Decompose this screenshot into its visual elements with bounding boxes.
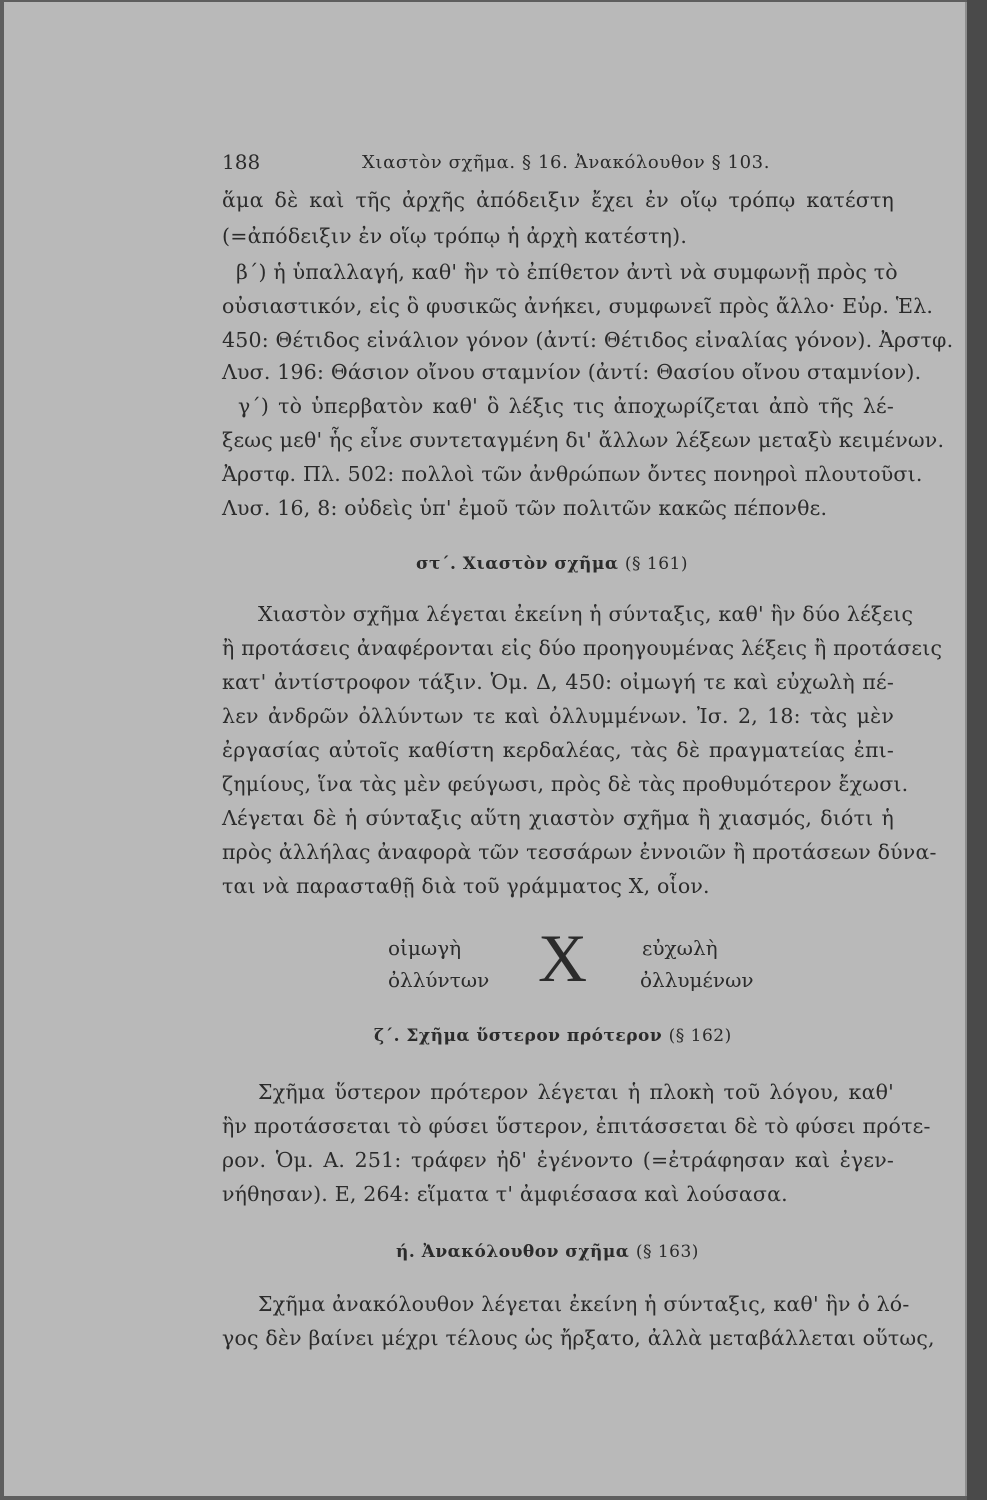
text-line: Λέγεται δὲ ἡ σύνταξις αὕτη χιαστὸν σχῆμα ἢ χιασμός, διότι ἡ <box>222 806 894 830</box>
text-line: Ἀρστφ. Πλ. 502: πολλοὶ τῶν ἀνθρώπων ὄντες πονηροὶ πλουτοῦσι. <box>222 462 923 486</box>
section-heading-hysteron-proteron <box>374 1026 732 1046</box>
section-heading-chiasmus <box>416 554 688 574</box>
text-line: κατ' ἀντίστροφον τάξιν. Ὁμ. Δ, 450: οἰμωγή τε καὶ εὐχωλὴ πέ- <box>222 670 894 694</box>
diagram-word-bottom-right: ὀλλυμένων <box>640 968 754 992</box>
text-line: Σχῆμα ὕστερον πρότερον λέγεται ἡ πλοκὴ τοῦ λόγου, καθ' <box>258 1080 894 1104</box>
text-line: ρον. Ὁμ. Α. 251: τράφεν ἠδ' ἐγένοντο (=ἐτράφησαν καὶ ἐγεν- <box>222 1148 894 1172</box>
text-line: ἢ προτάσεις ἀναφέρονται εἰς δύο προηγουμένας λέξεις ἢ προτάσεις <box>222 636 943 660</box>
heading-text: ή. Ἀνακόλουθον σχῆμα <box>396 1242 630 1262</box>
text-line: Λυσ. 196: Θάσιον οἴνου σταμνίον (ἀντί: Θασίου οἴνου σταμνίον). <box>222 360 922 384</box>
running-title: Χιαστὸν σχῆμα. § 16. Ἀνακόλουθον § 103. <box>362 152 771 173</box>
diagram-word-top-right: εὐχωλὴ <box>642 936 718 960</box>
diagram-word-bottom-left: ὀλλύντων <box>388 968 490 992</box>
diagram-word-top-left: οἰμωγὴ <box>388 936 462 960</box>
text-line: Σχῆμα ἀνακόλουθον λέγεται ἐκείνη ἡ σύνταξις, καθ' ἣν ὁ λό- <box>258 1292 910 1316</box>
text-line: πρὸς ἀλλήλας ἀναφορὰ τῶν τεσσάρων ἐννοιῶν ἢ προτάσεων δύνα- <box>222 840 937 864</box>
heading-text: ζ΄. Σχῆμα ὕστερον πρότερον <box>374 1026 663 1046</box>
text-line: ξεως μεθ' ἧς εἶνε συντεταγμένη δι' ἄλλων λέξεων μεταξὺ κειμένων. <box>222 428 945 452</box>
text-line: γος δὲν βαίνει μέχρι τέλους ὡς ἤρξατο, ἀλλὰ μεταβάλλεται οὕτως, <box>222 1326 935 1350</box>
text-line: ἐργασίας αὐτοῖς καθίστη κερδαλέας, τὰς δὲ πραγματείας ἐπι- <box>222 738 894 762</box>
heading-text: στ΄. Χιαστὸν σχῆμα <box>416 554 619 574</box>
text-line: ἅμα δὲ καὶ τῆς ἀρχῆς ἀπόδειξιν ἔχει ἐν οἵῳ τρόπῳ κατέστη <box>222 188 894 212</box>
text-line: (=ἀπόδειξιν ἐν οἵῳ τρόπῳ ἡ ἀρχὴ κατέστη). <box>222 224 688 248</box>
text-line: Χιαστὸν σχῆμα λέγεται ἐκείνη ἡ σύνταξις, καθ' ἣν δύο λέξεις <box>258 602 914 626</box>
text-line: γ΄) τὸ ὑπερβατὸν καθ' ὃ λέξις τις ἀποχωρίζεται ἀπὸ τῆς λέ- <box>238 394 894 418</box>
heading-ref: (§ 161) <box>624 554 688 574</box>
text-line: ζημίους, ἵνα τὰς μὲν φεύγωσι, πρὸς δὲ τὰς προθυμότερον ἔχωσι. <box>222 772 909 796</box>
heading-ref: (§ 163) <box>635 1242 699 1262</box>
book-page <box>4 2 967 1496</box>
heading-ref: (§ 162) <box>668 1026 732 1046</box>
chi-letter: X <box>538 920 588 996</box>
text-line: λεν ἀνδρῶν ὀλλύντων τε καὶ ὀλλυμμένων. Ἰσ. 2, 18: τὰς μὲν <box>222 704 894 728</box>
text-line: νήθησαν). Ε, 264: εἵματα τ' ἀμφιέσασα καὶ λούσασα. <box>222 1182 788 1206</box>
book-edge <box>967 0 987 1500</box>
text-line: οὐσιαστικόν, εἰς ὃ φυσικῶς ἀνήκει, συμφωνεῖ πρὸς ἄλλο· Εὐρ. Ἑλ. <box>222 294 934 318</box>
text-line: ἣν προτάσσεται τὸ φύσει ὕστερον, ἐπιτάσσεται δὲ τὸ φύσει πρότε- <box>222 1114 931 1138</box>
text-line: 450: Θέτιδος εἰνάλιον γόνον (ἀντί: Θέτιδος εἰναλίας γόνον). Ἀρστφ. <box>222 328 954 352</box>
text-line: ται νὰ παρασταθῇ διὰ τοῦ γράμματος Χ, οἷον. <box>222 874 710 898</box>
section-heading-anacoluthon <box>396 1242 699 1262</box>
text-line: β΄) ἡ ὑπαλλαγή, καθ' ἣν τὸ ἐπίθετον ἀντὶ νὰ συμφωνῇ πρὸς τὸ <box>236 260 898 284</box>
page-number: 188 <box>222 150 261 174</box>
text-line: Λυσ. 16, 8: οὐδεὶς ὑπ' ἐμοῦ τῶν πολιτῶν κακῶς πέπονθε. <box>222 496 828 520</box>
